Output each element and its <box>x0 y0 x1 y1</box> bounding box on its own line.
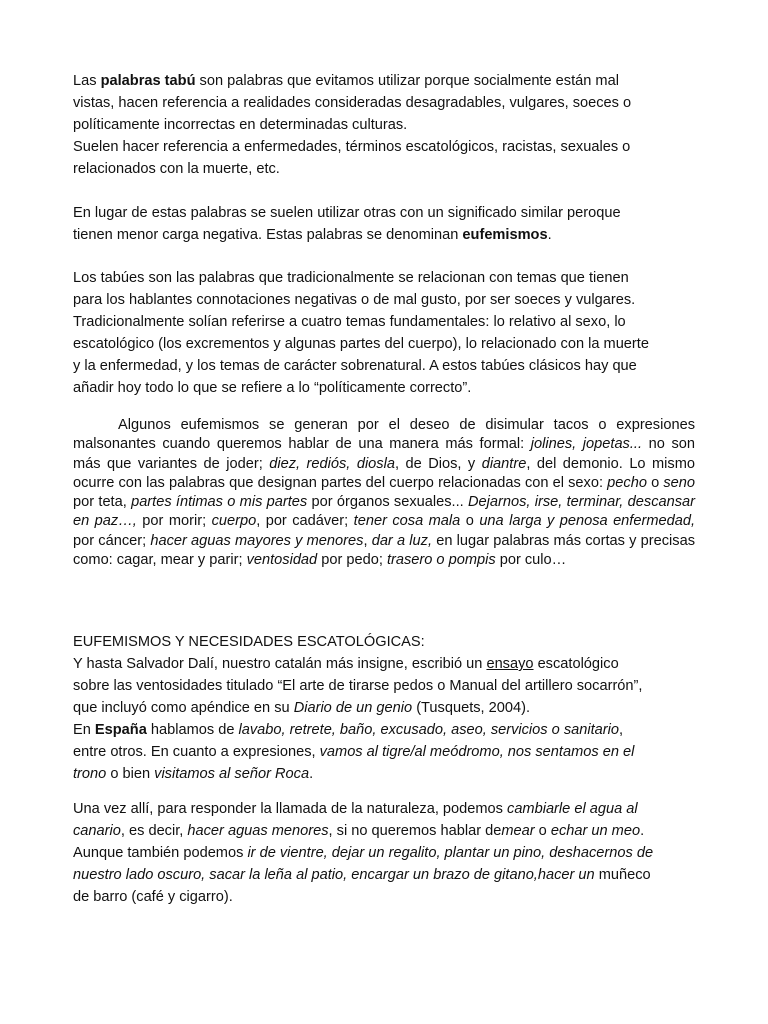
text-span: por teta, <box>73 494 132 511</box>
text-line: vistas, hacen referencia a realidades consideradas desagradables, vulgares, soeces o <box>73 95 632 111</box>
paragraph-tabues <box>73 267 695 399</box>
text-span: muñeco <box>594 867 651 883</box>
text-span: Aunque también podemos <box>73 845 248 861</box>
text-line: Suelen hacer referencia a enfermedades, términos escatológicos, racistas, sexuales o <box>73 139 631 155</box>
italic-example: echar un meo <box>550 823 641 839</box>
text-span: o <box>646 474 664 491</box>
text-line: para los hablantes connotaciones negativas o de mal gusto, por ser soeces y vulgares. <box>73 292 636 308</box>
text-span: Las <box>73 73 101 89</box>
text-span: o bien <box>106 766 155 782</box>
text-line: sobre las ventosidades titulado “El arte de tirarse pedos o Manual del artillero socarrón”, <box>73 678 643 694</box>
text-span: o <box>534 823 551 839</box>
text-line <box>73 741 695 763</box>
text-line <box>73 820 695 842</box>
text-line: de barro (café y cigarro). <box>73 889 233 905</box>
text-line: añadir hoy todo lo que se refiere a lo “políticamente correcto”. <box>73 380 472 396</box>
text-span: en lugar palabras más cortas y precisas como: cagar, mear y parir; <box>73 532 696 569</box>
paragraph-llamada-naturaleza <box>73 798 695 908</box>
text-span: hablamos de <box>146 722 239 738</box>
text-span: por culo… <box>495 552 567 569</box>
text-span: , <box>363 532 372 549</box>
text-line: Tradicionalmente solían referirse a cuatro temas fundamentales: lo relativo al sexo, lo <box>73 314 626 330</box>
text-span: son palabras que evitamos utilizar porque socialmente están mal <box>195 73 619 89</box>
text-span: Algunos eufemismos se generan por el deseo de disimular tacos o expresiones malsonantes cuando queremos hablar de una manera más formal: <box>73 417 695 453</box>
italic-example: nuestro lado oscuro, sacar la leña al patio, encargar un brazo de gitano,hacer un <box>73 867 595 883</box>
italic-example: cambiarle el agua al <box>507 801 638 817</box>
text-span: . <box>309 766 314 782</box>
italic-example: diez, rediós, diosla <box>269 455 395 472</box>
italic-example: hacer aguas mayores y menores <box>150 532 364 549</box>
italic-example: trono <box>73 766 107 782</box>
text-line <box>73 842 695 864</box>
italic-example: pecho <box>607 474 647 491</box>
italic-example: diantre <box>481 455 527 472</box>
italic-example: ir de vientre, dejar un regalito, plantar un pino, deshacernos de <box>247 845 654 861</box>
text-span: . <box>640 823 645 839</box>
text-line <box>73 763 695 785</box>
text-span: por cáncer; <box>73 532 151 549</box>
italic-example: jolines, jopetas... <box>530 436 643 453</box>
text-span: (Tusquets, 2004). <box>412 700 531 716</box>
text-span: Una vez allí, para responder la llamada de la naturaleza, podemos <box>73 801 508 817</box>
text-span: no son más que variantes de joder; <box>73 436 696 472</box>
section-heading: EUFEMISMOS Y NECESIDADES ESCATOLÓGICAS: <box>73 634 425 650</box>
italic-example: vamos al tigre/al meódromo, nos sentamos en el <box>319 744 635 760</box>
text-line <box>73 864 695 886</box>
text-span: tienen menor carga negativa. Estas palabras se denominan <box>73 227 463 243</box>
bold-term: eufemismos <box>462 227 548 243</box>
italic-example: ventosidad <box>246 552 318 569</box>
bold-term: palabras tabú <box>100 73 196 89</box>
text-span: escatológico <box>533 656 619 672</box>
text-span: que incluyó como apéndice en su <box>73 700 294 716</box>
text-line <box>73 697 695 719</box>
text-line: Los tabúes son las palabras que tradicionalmente se relacionan con temas que tienen <box>73 270 629 286</box>
text-span: En <box>73 722 95 738</box>
italic-example: cuerpo <box>211 513 257 530</box>
paragraph-ejemplos-eufemismos <box>73 416 695 570</box>
paragraph-palabras-tabu <box>73 70 695 180</box>
italic-example: una larga y penosa enfermedad, <box>479 513 696 530</box>
underlined-word: ensayo <box>486 656 534 672</box>
text-line: y la enfermedad, y los temas de carácter sobrenatural. A estos tabúes clásicos hay que <box>73 358 637 374</box>
text-span: por órganos sexuales... <box>307 494 468 511</box>
text-span: , es decir, <box>120 823 188 839</box>
text-line: escatológico (los excrementos y algunas partes del cuerpo), lo relacionado con la muerte <box>73 336 649 352</box>
text-line <box>73 653 695 675</box>
text-line <box>73 798 695 820</box>
text-line: En lugar de estas palabras se suelen utilizar otras con un significado similar peroque <box>73 205 621 221</box>
italic-example: seno <box>663 474 695 491</box>
text-span: , por cadáver; <box>256 513 354 530</box>
italic-example: Dejarnos, irse, terminar, descansar en paz…, <box>73 494 695 530</box>
italic-title: Diario de un genio <box>293 700 413 716</box>
text-span: Y hasta Salvador Dalí, nuestro catalán más insigne, escribió un <box>73 656 487 672</box>
italic-example: canario <box>73 823 121 839</box>
bold-term: España <box>94 722 147 738</box>
text-span: , del demonio. Lo mismo ocurre con las palabras que designan partes del cuerpo relacionadas con el sexo: <box>73 455 695 491</box>
text-line: relacionados con la muerte, etc. <box>73 161 280 177</box>
italic-example: trasero o pompis <box>386 552 496 569</box>
italic-example: lavabo, retrete, baño, excusado, aseo, servicios o sanitario <box>238 722 619 738</box>
italic-example: tener cosa mala <box>353 513 461 530</box>
text-span: por pedo; <box>317 552 387 569</box>
text-line <box>73 70 695 92</box>
text-span: , si no queremos hablar de <box>328 823 502 839</box>
text-line: políticamente incorrectas en determinadas culturas. <box>73 117 408 133</box>
text-span: por morir; <box>136 513 212 530</box>
text-line <box>73 719 695 741</box>
text-span: o <box>460 513 480 530</box>
paragraph-necesidades-escatologicas <box>73 631 695 785</box>
text-span: , de Dios, y <box>394 455 482 472</box>
italic-example: mear <box>501 823 535 839</box>
italic-example: visitamos al señor Roca <box>154 766 310 782</box>
text-line <box>73 224 695 246</box>
paragraph-eufemismos-definition <box>73 202 695 246</box>
text-span: . <box>547 227 552 243</box>
italic-example: hacer aguas menores <box>187 823 329 839</box>
text-span: , <box>618 722 624 738</box>
italic-example: dar a luz, <box>371 532 433 549</box>
italic-example: partes íntimas o mis partes <box>131 494 308 511</box>
text-span: entre otros. En cuanto a expresiones, <box>73 744 320 760</box>
